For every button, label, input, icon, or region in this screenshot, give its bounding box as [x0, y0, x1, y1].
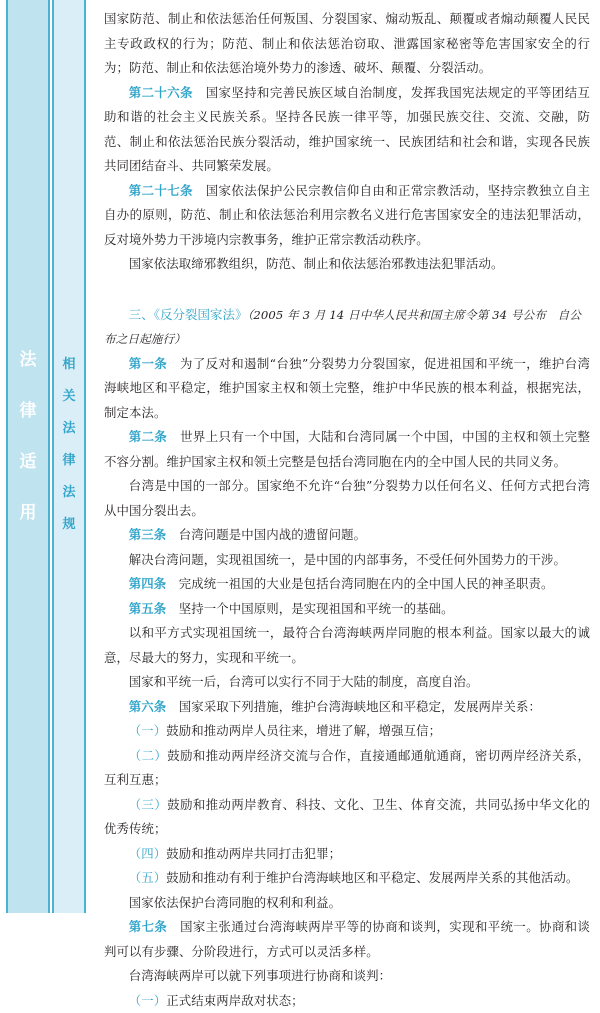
list-item [104, 793, 590, 842]
article-text: 坚持一个中国原则，是实现祖国和平统一的基础。 [179, 601, 454, 616]
article-label: 第一条 [129, 356, 167, 371]
article-label: 第四条 [129, 576, 166, 591]
item-number: （四） [129, 846, 166, 861]
item-number: （二） [129, 748, 167, 763]
article-text: 世界上只有一个中国，大陆和台湾同属一个中国，中国的主权和领土完整不容分割。维护国家主权和领土完整是包括台湾同胞在内的全中国人民的共同义务。 [104, 429, 590, 469]
side-tab-law-application [6, 0, 50, 913]
item-text: 鼓励和推动两岸人员往来，增进了解，增强互信； [166, 723, 441, 738]
item-number: （一） [129, 723, 166, 738]
article-label: 第六条 [129, 699, 166, 714]
article-label: 第二条 [129, 429, 167, 444]
side-char: 规 [54, 518, 84, 550]
article-27 [104, 179, 590, 253]
paragraph: 国家依法取缔邪教组织，防范、制止和依法惩治邪教违法犯罪活动。 [104, 252, 590, 277]
side-char: 法 [54, 486, 84, 518]
side-char: 律 [8, 403, 48, 454]
article-text: 完成统一祖国的大业是包括台湾同胞在内的全中国人民的神圣职责。 [179, 576, 554, 591]
side-tab-sublabel [54, 358, 84, 550]
paragraph: 台湾海峡两岸可以就下列事项进行协商和谈判： [104, 964, 590, 989]
paragraph: 解决台湾问题，实现祖国统一，是中国的内部事务，不受任何外国势力的干涉。 [104, 548, 590, 573]
list-item [104, 744, 590, 793]
side-char: 法 [54, 422, 84, 454]
article-4 [104, 572, 590, 597]
article-2 [104, 425, 590, 474]
item-text: 鼓励和推动两岸共同打击犯罪； [166, 846, 341, 861]
list-item [104, 842, 590, 867]
side-char: 用 [8, 505, 48, 556]
paragraph: 以和平方式实现祖国统一，最符合台湾海峡两岸同胞的根本利益。国家以最大的诚意，尽最大的努力，实现和平统一。 [104, 621, 590, 670]
article-26 [104, 81, 590, 179]
article-5 [104, 597, 590, 622]
section-note: （2005 年 3 月 14 日中华人民共和国主席令第 34 号公布 自公布之日起施行） [104, 308, 581, 347]
section-heading [104, 303, 590, 352]
side-char: 相 [54, 358, 84, 390]
article-label: 第二十六条 [129, 85, 193, 100]
side-char: 适 [8, 454, 48, 505]
article-text: 国家坚持和完善民族区域自治制度，发挥我国宪法规定的平等团结互助和谐的社会主义民族关系。坚持各民族一律平等，加强民族交往、交流、交融，防范、制止和依法惩治民族分裂活动，维护国家统一、民族团结和社会和谐，实现各民族共同团结奋斗、共同繁荣发展。 [104, 85, 590, 174]
paragraph: 国家依法保护台湾同胞的权利和利益。 [104, 891, 590, 916]
article-text: 国家依法保护公民宗教信仰自由和正常宗教活动，坚持宗教独立自主自办的原则，防范、制止和依法惩治利用宗教名义进行危害国家安全的违法犯罪活动，反对境外势力干涉境内宗教事务，维护正常宗教活动秩序。 [104, 183, 590, 247]
paragraph: 国家防范、制止和依法惩治任何叛国、分裂国家、煽动叛乱、颠覆或者煽动颠覆人民民主专政政权的行为；防范、制止和依法惩治窃取、泄露国家秘密等危害国家安全的行为；防范、制止和依法惩治境外势力的渗透、破坏、颠覆、分裂活动。 [104, 7, 590, 81]
article-3 [104, 523, 590, 548]
item-text: 正式结束两岸敌对状态； [166, 993, 303, 1008]
article-6 [104, 695, 590, 720]
item-number: （一） [129, 993, 166, 1008]
list-item [104, 989, 590, 1013]
side-char: 关 [54, 390, 84, 422]
item-text: 鼓励和推动有利于维护台湾海峡地区和平稳定、发展两岸关系的其他活动。 [166, 870, 578, 885]
main-text [104, 7, 590, 1013]
article-text: 国家采取下列措施，维护台湾海峡地区和平稳定，发展两岸关系： [179, 699, 541, 714]
article-text: 台湾问题是中国内战的遗留问题。 [179, 527, 366, 542]
paragraph: 台湾是中国的一部分。国家绝不允许“台独”分裂势力以任何名义、任何方式把台湾从中国分裂出去。 [104, 474, 590, 523]
item-text: 鼓励和推动两岸教育、科技、文化、卫生、体育交流，共同弘扬中华文化的优秀传统； [104, 797, 590, 837]
article-7 [104, 915, 590, 964]
list-item [104, 719, 590, 744]
article-label: 第三条 [129, 527, 166, 542]
article-text: 为了反对和遏制“台独”分裂势力分裂国家，促进祖国和平统一，维护台湾海峡地区和平稳定，维护国家主权和领土完整，维护中华民族的根本利益，根据宪法，制定本法。 [104, 356, 590, 420]
article-text: 国家主张通过台湾海峡两岸平等的协商和谈判，实现和平统一。协商和谈判可以有步骤、分阶段进行，方式可以灵活多样。 [104, 919, 590, 959]
article-label: 第二十七条 [129, 183, 193, 198]
side-char: 律 [54, 454, 84, 486]
paragraph: 国家和平统一后，台湾可以实行不同于大陆的制度，高度自治。 [104, 670, 590, 695]
side-char: 法 [8, 352, 48, 403]
article-label: 第七条 [129, 919, 167, 934]
article-1 [104, 352, 590, 426]
section-title: 三、《反分裂国家法》 [129, 307, 248, 322]
side-tab-label [8, 352, 48, 556]
article-label: 第五条 [129, 601, 166, 616]
item-number: （三） [129, 797, 167, 812]
list-item [104, 866, 590, 891]
item-number: （五） [129, 870, 166, 885]
side-tab-related-laws [52, 0, 86, 913]
item-text: 鼓励和推动两岸经济交流与合作，直接通邮通航通商，密切两岸经济关系，互利互惠； [104, 748, 590, 788]
